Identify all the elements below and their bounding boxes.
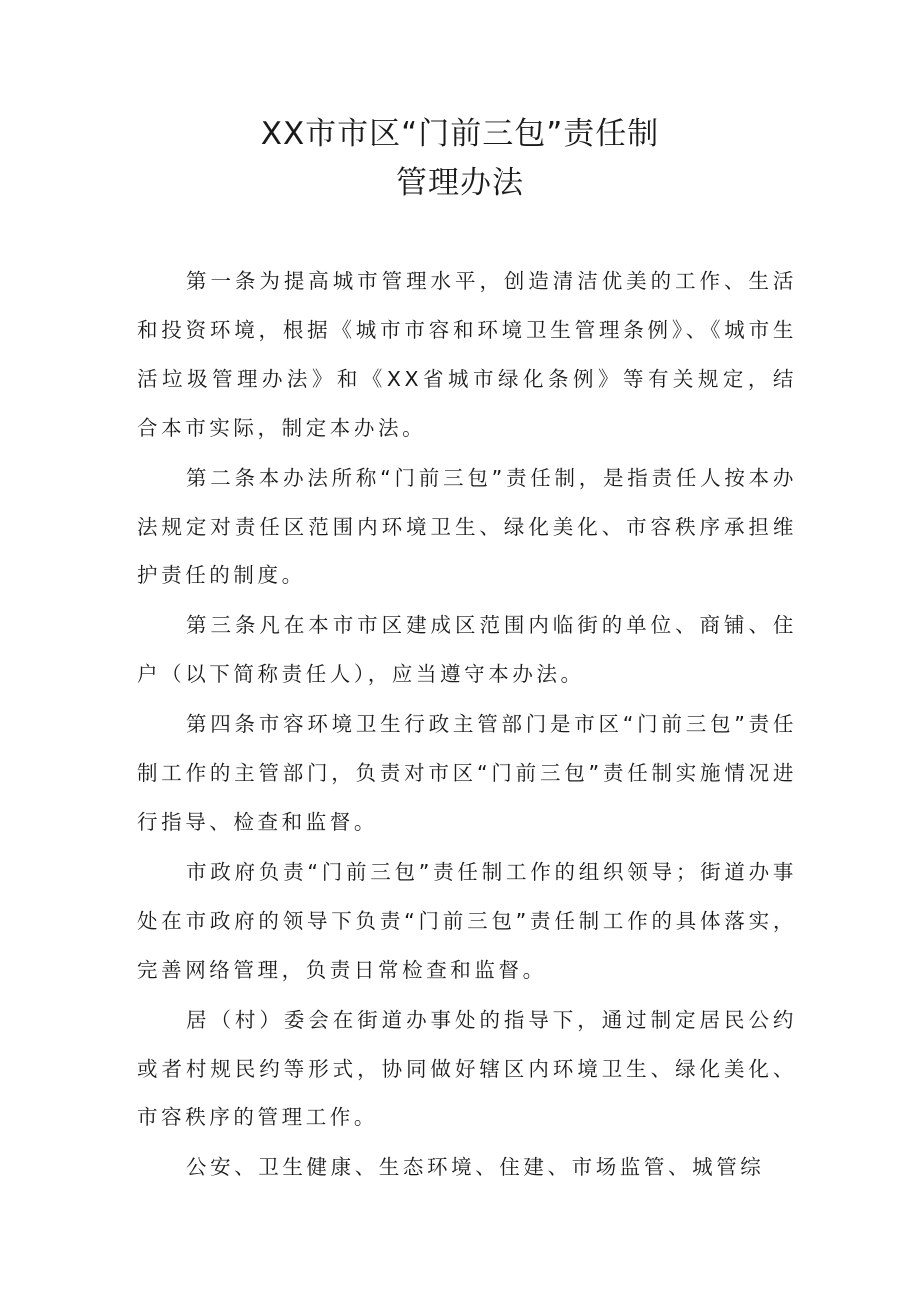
paragraph-village-committee: 居（村）委会在街道办事处的指导下，通过制定居民公约或者村规民约等形式，协同做好辖区内环境卫生、绿化美化、市容秩序的管理工作。 [137, 1007, 797, 1130]
document-title [0, 110, 920, 208]
paragraph-article-2: 第二条本办法所称“门前三包”责任制，是指责任人按本办法规定对责任区范围内环境卫生、绿化美化、市容秩序承担维护责任的制度。 [137, 465, 797, 588]
paragraph-departments: 公安、卫生健康、生态环境、住建、市场监管、城管综 [186, 1155, 765, 1180]
paragraph-article-3: 第三条凡在本市市区建成区范围内临街的单位、商铺、住户（以下简称责任人），应当遵守本办法。 [137, 613, 797, 687]
document-body [137, 257, 797, 1193]
paragraph-article-1: 第一条为提高城市管理水平，创造清洁优美的工作、生活和投资环境，根据《城市市容和环境卫生管理条例》、《城市生活垃圾管理办法》和《XX省城市绿化条例》等有关规定，结合本市实际，制定本办法。 [137, 269, 797, 440]
title-line-1: XX市市区“门前三包”责任制 [260, 116, 660, 152]
title-line-2: 管理办法 [396, 165, 524, 201]
paragraph-city-government: 市政府负责“门前三包”责任制工作的组织领导；街道办事处在市政府的领导下负责“门前三包”责任制工作的具体落实，完善网络管理，负责日常检查和监督。 [137, 859, 797, 982]
paragraph-article-4: 第四条市容环境卫生行政主管部门是市区“门前三包”责任制工作的主管部门，负责对市区“门前三包”责任制实施情况进行指导、检查和监督。 [137, 712, 797, 834]
